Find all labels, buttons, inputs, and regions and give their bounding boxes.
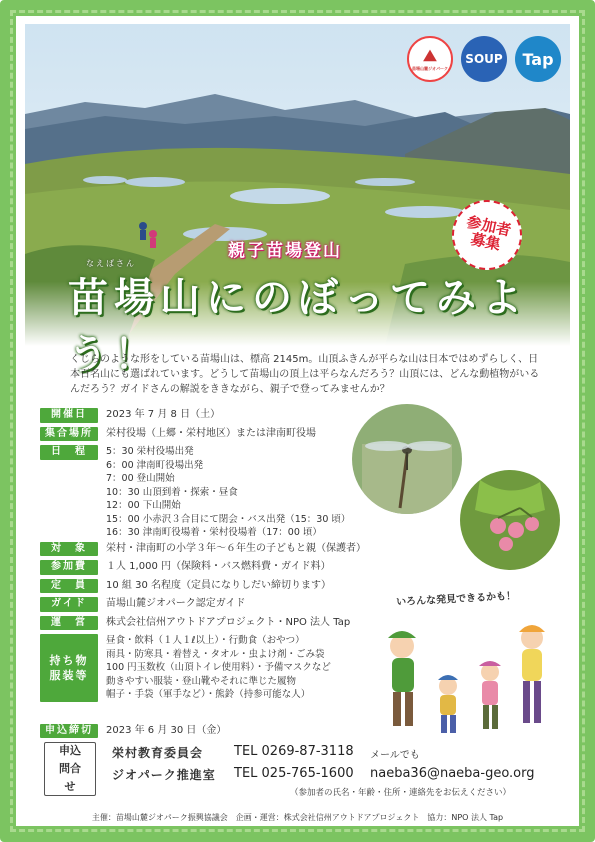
target-value: 栄村・津南町の小学３年〜６年生の子どもと親（保護者） <box>106 542 366 554</box>
operator-label: 運 営 <box>40 616 98 631</box>
guide-row <box>40 597 410 616</box>
belongings-item: 帽子・手袋（軍手など）・熊鈴（持参可能な人） <box>106 689 311 700</box>
geopark-logo: ⛰ 苗場山麓ジオパーク <box>407 36 453 82</box>
contact-section <box>40 742 560 804</box>
participants-wanted-badge: 参加者募集 <box>445 193 528 276</box>
belongings-item: 100 円玉数枚（山頂トイレ使用料）・予備マスクなど <box>106 662 331 673</box>
schedule-item: 7：00 登山開始 <box>106 473 175 484</box>
org-geopark-office: ジオパーク推進室 <box>112 768 216 782</box>
event-title: 苗場山にのぼってみよう！ <box>68 275 528 378</box>
belongings-item: 動きやすい服装・登山靴やそれに準じた履物 <box>106 675 297 687</box>
capacity-label: 定 員 <box>40 579 98 594</box>
schedule-item: 15：00 小赤沢３合目にて閉会・バス出発（15：30 頃） <box>106 513 351 525</box>
schedule-item: 6：00 津南町役場出発 <box>106 459 204 471</box>
target-row <box>40 542 410 561</box>
intro-text: くじらのような形をしている苗場山は、標高 2145m。山頂ふきんが平らな山は日本ではめずらしく、日本百名山にも選ばれています。どうして苗場山の頂上は平らなんだろう？山頂には、どんな動植物がいるんだろう？ガイドさんの解説をききながら、親子で登ってみませんか？ <box>70 354 540 395</box>
email-label: メールでも <box>370 750 420 761</box>
footer-credits: 主催：苗場山麓ジオパーク振興協議会 企画・運営：株式会社信州アウトドアプロジェクト 協力：NPO 法人 Tap <box>91 813 504 822</box>
belongings-list <box>106 634 410 702</box>
operator-row <box>40 616 410 635</box>
title-ruby: なえばさん <box>86 259 136 268</box>
guide-value: 苗場山麓ジオパーク認定ガイド <box>106 598 246 609</box>
deadline-label: 申込締切 <box>40 724 98 738</box>
operator-value: 株式会社信州アウトドアプロジェクト・NPO 法人 Tap <box>106 616 351 628</box>
email-address[interactable]: naeba36@naeba-geo.org <box>370 766 535 781</box>
date-value: 2023 年 7 月 8 日（土） <box>106 409 221 420</box>
flower-photo <box>460 470 560 570</box>
target-label: 対 象 <box>40 542 98 557</box>
belongings-label: 持ち物 服装等 <box>40 634 98 702</box>
hiking-family-illustration <box>372 606 562 738</box>
phone-geopark-office[interactable]: TEL 025-765-1600 <box>234 766 354 781</box>
meeting-value: 栄村役場（上郷・栄村地区）または津南町役場 <box>106 427 316 439</box>
dragonfly-photo <box>352 404 462 514</box>
org-education-board: 栄村教育委員会 <box>112 746 204 760</box>
date-row <box>40 408 410 427</box>
tap-logo: Tap <box>515 36 561 82</box>
event-subtitle: 親子苗場登山 <box>228 241 342 261</box>
email-note: （参加者の氏名・年齢・住所・連絡先をお伝えください） <box>290 788 512 798</box>
schedule-item: 12：00 下山開始 <box>106 500 181 511</box>
belongings-item: 昼食・飲料（１人１ℓ以上）・行動食（おやつ） <box>106 635 305 646</box>
discover-caption: いろんな発見できるかも！ <box>395 590 517 609</box>
schedule-label: 日 程 <box>40 445 98 460</box>
sponsor-logos <box>407 36 561 82</box>
meeting-label: 集合場所 <box>40 427 98 442</box>
schedule-item: 5：30 栄村役場出発 <box>106 446 194 457</box>
capacity-value: 10 組 30 名程度（定員になりしだい締切ります） <box>106 579 331 591</box>
fee-label: 参加費 <box>40 560 98 575</box>
fee-value: １人 1,000 円（保険料・バス燃料費・ガイド料） <box>106 561 331 572</box>
schedule-item: 10：30 山頂到着・探索・昼食 <box>106 486 238 498</box>
contact-heading: 申込 問合せ <box>44 742 96 796</box>
deadline-value: 2023 年 6 月 30 日（金） <box>106 725 227 736</box>
schedule-item: 16：30 津南町役場着・栄村役場着（17：00 頃） <box>106 527 322 538</box>
soup-logo: SOUP <box>461 36 507 82</box>
guide-label: ガイド <box>40 597 98 612</box>
date-label: 開催日 <box>40 408 98 423</box>
capacity-row <box>40 579 410 598</box>
deadline-row <box>40 724 226 742</box>
belongings-row <box>40 634 410 706</box>
phone-education-board[interactable]: TEL 0269-87-3118 <box>234 744 354 759</box>
fee-row <box>40 560 410 579</box>
belongings-item: 雨具・防寒具・着替え・タオル・虫よけ剤・ごみ袋 <box>106 648 325 660</box>
